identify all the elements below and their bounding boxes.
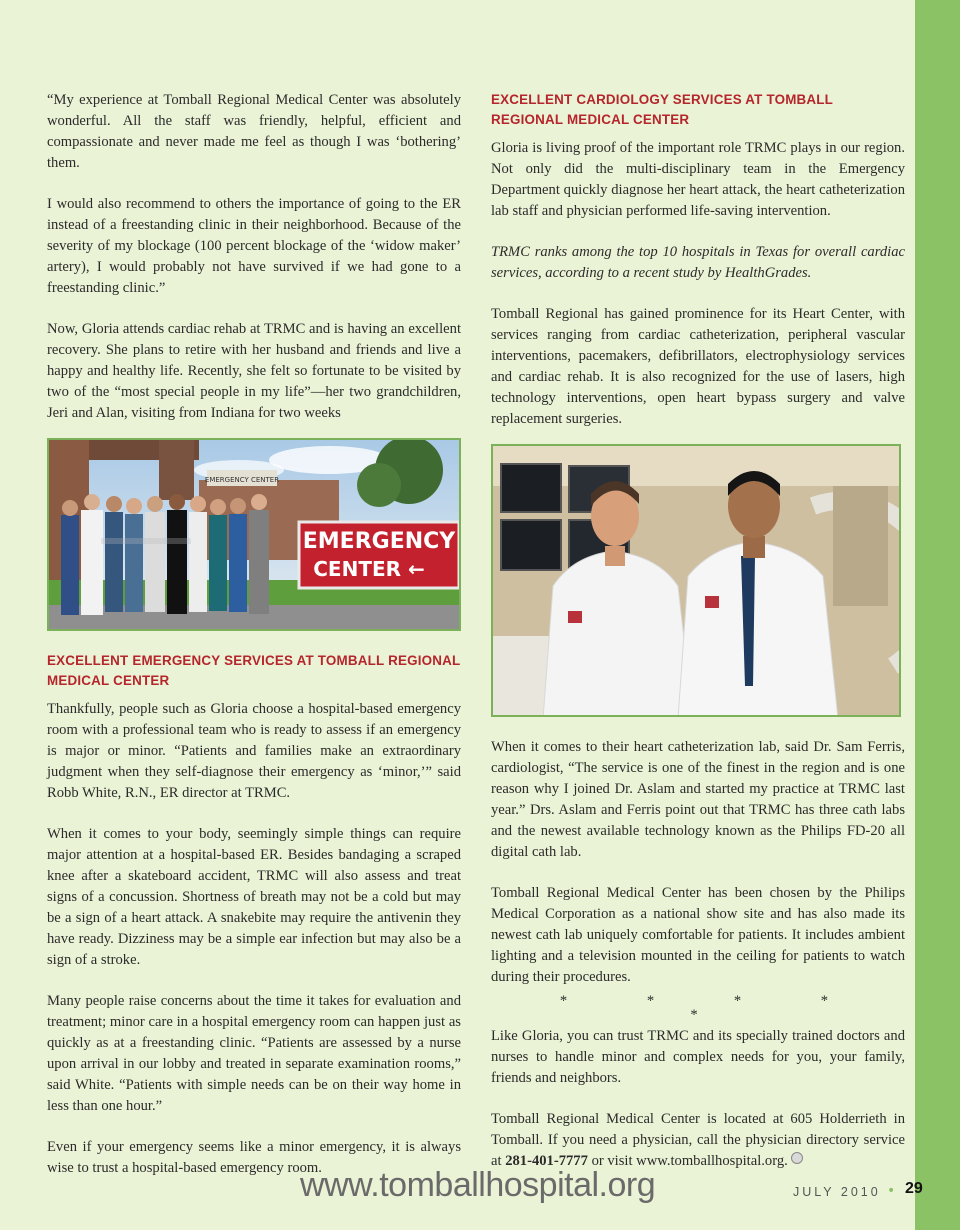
section-divider-stars: * * * * * [559, 993, 867, 1023]
emergency-paragraph-2: When it comes to your body, seemingly simple things can require major attention at a hospital-based ER. Besides bandaging a scraped knee after a skateboard accident, TRMC will also assess and treat signs of a concussion. Shortness of breath may not be a cold but may be a sign of a heart attack. A snakebite may require the antivenin they have ready. Dizziness may be a simple ear infection but may also be a sign of a stroke. [47, 826, 461, 968]
phone-number[interactable]: 281-401-7777 [505, 1153, 588, 1169]
quote-paragraph-2: I would also recommend to others the importance of going to the ER instead of a freestanding clinic in their neighborhood. Because of the severity of my blockage (100 percent blockage of the ‘widow maker’ artery), I would probably not have survived if we had gone to a freestanding clinic.” [47, 196, 461, 296]
footer-separator-dot: • [887, 1183, 896, 1199]
cardiology-paragraph-1: Gloria is living proof of the important role TRMC plays in our region. Not only did the multi-disciplinary team in the Emergency Department quickly diagnose her heart attack, the heart catheterization lab staff and physician performed life-saving intervention. [491, 140, 905, 219]
sign-emergency-text: EMERGENCY [302, 529, 456, 554]
emergency-staff-photo [47, 438, 461, 631]
right-column [491, 90, 905, 1192]
quote-paragraph-1: “My experience at Tomball Regional Medical Center was absolutely wonderful. All the staff was friendly, helpful, efficient and compassionate and never made me feel as though I was ‘bothering’ them. [47, 92, 461, 171]
recovery-paragraph: Now, Gloria attends cardiac rehab at TRMC and is having an excellent recovery. She plans to retire with her husband and friends and live a happy and healthy life. Recently, she felt so fortunate to be visited by two of the “most special people in my life”—her two grandchildren, Jeri and Alan, visiting from Indiana for two weeks [47, 321, 461, 421]
contact-text-before: Tomball Regional Medical Center is located at 605 Holderrieth in Tomball. If you need a physician, call the physician directory service at [491, 1111, 905, 1169]
staff-group [61, 494, 269, 615]
philips-paragraph: Tomball Regional Medical Center has been chosen by the Philips Medical Corporation as a national show site and has also made its newest cath lab uniquely comfortable for patients. It includes ambient lighting and a television mounted in the ceiling for patients to watch during their procedures. [491, 885, 905, 985]
side-accent-bar [915, 0, 960, 1230]
contact-paragraph [491, 1109, 905, 1172]
end-mark-icon [791, 1152, 803, 1164]
left-column [47, 90, 461, 1199]
ranking-paragraph: TRMC ranks among the top 10 hospitals in Texas for overall cardiac services, according to a recent study by HealthGrades. [491, 244, 905, 281]
page-number: 29 [905, 1180, 923, 1197]
building-sign-text: EMERGENCY CENTER [204, 476, 280, 484]
emergency-section-heading: EXCELLENT EMERGENCY SERVICES AT TOMBALL REGIONAL MEDICAL CENTER [47, 653, 461, 688]
cath-lab-paragraph: When it comes to their heart catheterization lab, said Dr. Sam Ferris, cardiologist, “The service is one of the finest in the region and is one reason why I joined Dr. Aslam and started my practice at TRMC last year.” Drs. Aslam and Ferris point out that TRMC has three cath labs and the newest available technology known as the Philips FD-20 all digital cath lab. [491, 739, 905, 860]
cardiology-section-heading: EXCELLENT CARDIOLOGY SERVICES AT TOMBALL REGIONAL MEDICAL CENTER [491, 92, 833, 127]
trust-paragraph: Like Gloria, you can trust TRMC and its specially trained doctors and nurses to handle minor and complex needs for you, your family, friends and neighbors. [491, 1028, 905, 1086]
heart-center-paragraph: Tomball Regional has gained prominence for its Heart Center, with services ranging from cardiac catheterization, peripheral vascular interventions, pacemakers, defibrillators, electrophysiology services and cardiac rehab. It is also recognized for the use of lasers, high technology interventions, open heart bypass surgery and valve replacement surgeries. [491, 306, 905, 427]
emergency-paragraph-1: Thankfully, people such as Gloria choose a hospital-based emergency room with a professional team who is ready to assess if an emergency is major or minor. “Patients and families make an extraordinary judgment when they self-diagnose their emergency as ‘minor,’” said Robb White, R.N., ER director at TRMC. [47, 701, 461, 801]
contact-text-after: or visit www.tomballhospital.org. [591, 1153, 788, 1169]
cardiologists-illustration [493, 446, 901, 717]
cardiologists-photo [491, 444, 901, 717]
sign-center-text: CENTER ← [313, 557, 425, 581]
emergency-staff-illustration [49, 440, 461, 631]
emergency-paragraph-3: Many people raise concerns about the time it takes for evaluation and treatment; minor care in a hospital emergency room can happen just as quickly as at a freestanding clinic. “Patients are assessed by a nurse upon arrival in our lobby and treated in separate examination rooms,” said White. “Patients with simple needs can be on their way home in less than one hour.” [47, 993, 461, 1114]
emergency-paragraph-4: Even if your emergency seems like a minor emergency, it is always wise to trust a hospital-based emergency room. [47, 1139, 461, 1176]
footer-website-url[interactable]: www.tomballhospital.org [300, 1166, 656, 1204]
footer-issue-date: JULY 2010 [793, 1185, 881, 1199]
